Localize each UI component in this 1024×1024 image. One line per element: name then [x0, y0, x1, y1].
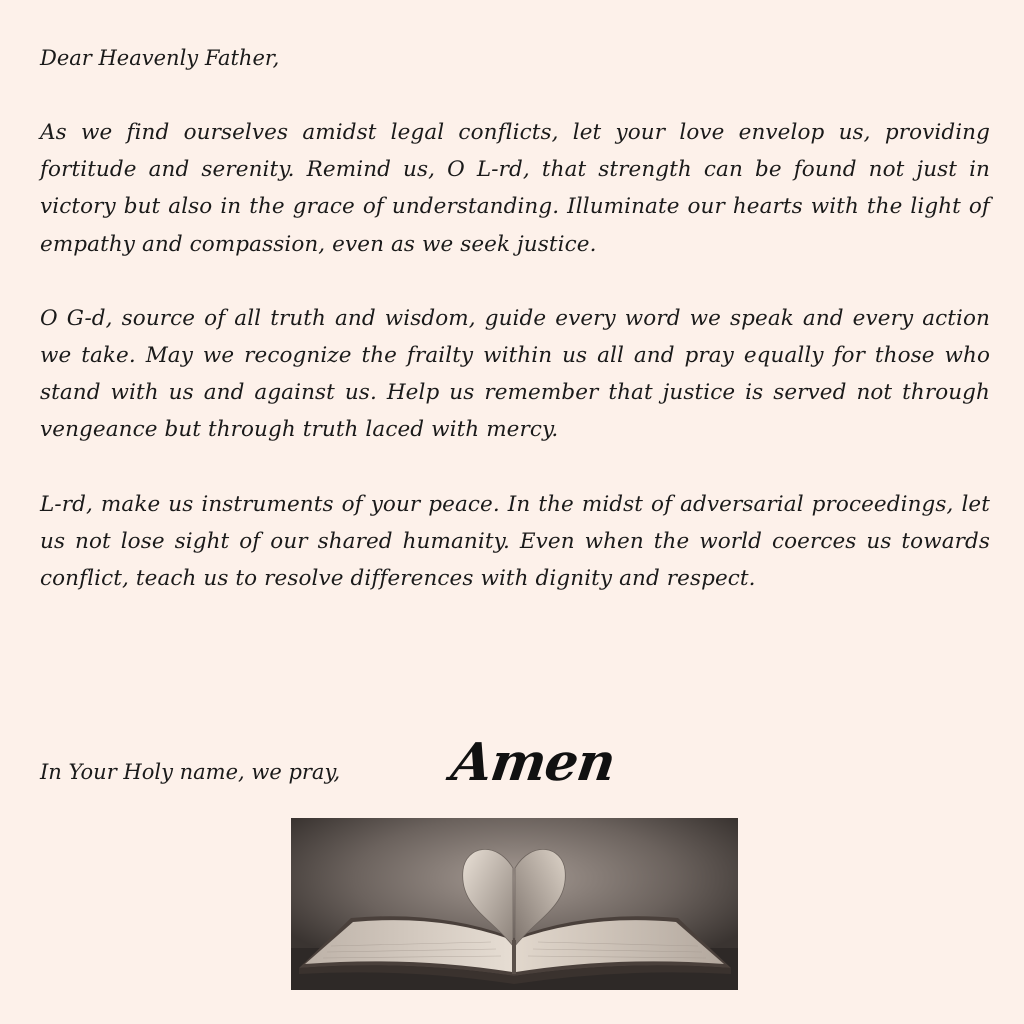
paragraph-1: As we find ourselves amidst legal conflicts, let your love envelop us, providing fortitude and serenity. Remind us, O L-rd, that strength can be found not just in victory but also in the grace of understanding. Illuminate our hearts with the light of empathy and compassion, even as we seek justice.	[40, 120, 990, 257]
prayer-letter	[40, 40, 990, 634]
salutation: Dear Heavenly Father,	[40, 46, 280, 70]
book-heart-illustration	[291, 818, 738, 990]
closing-line: In Your Holy name, we pray,	[40, 760, 341, 784]
amen-signature: Amen	[447, 732, 619, 793]
open-book-heart-image	[291, 818, 738, 990]
closing-row	[40, 732, 640, 808]
paragraph-3: L-rd, make us instruments of your peace. In the midst of adversarial proceedings, let us not lose sight of our shared humanity. Even when the world coerces us towards conflict, teach us to resolve differences with dignity and respect.	[40, 491, 990, 592]
paragraph-2: O G-d, source of all truth and wisdom, guide every word we speak and every action we take. May we recognize the frailty within us all and pray equally for those who stand with us and against us. Help us remember that justice is served not through vengeance but through truth laced with mercy.	[40, 305, 990, 443]
